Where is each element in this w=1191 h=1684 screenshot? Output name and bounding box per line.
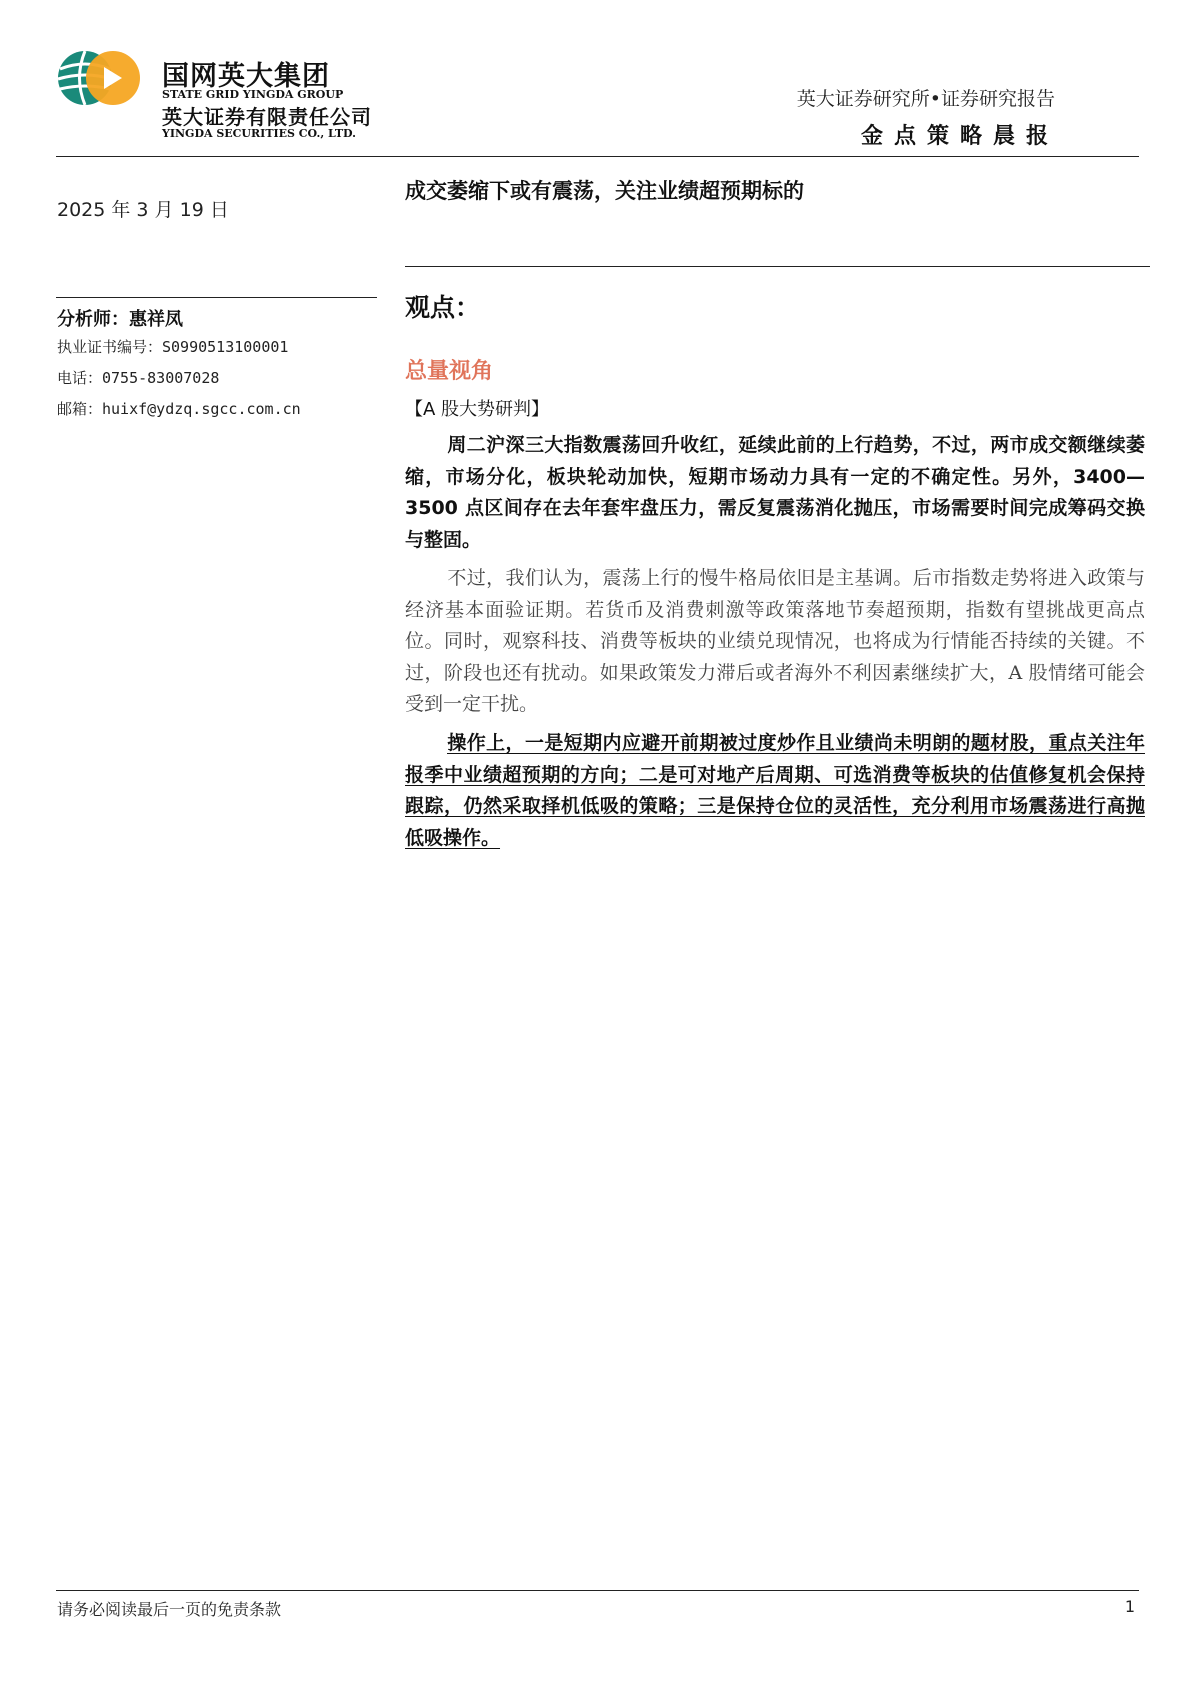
logo-group-name-en: STATE GRID YINGDA GROUP	[162, 88, 344, 101]
subsection-tag: 【A 股大势研判】	[405, 399, 550, 420]
disclaimer-note: 请务必阅读最后一页的免责条款	[57, 1600, 282, 1619]
report-date: 2025 年 3 月 19 日	[57, 199, 229, 221]
paragraph-1-text: 周二沪深三大指数震荡回升收红，延续此前的上行趋势，不过，两市成交额继续萎缩，市场分化，板块轮动加快，短期市场动力具有一定的不确定性。另外，3400—3500 点区间存在去年套牢盘压力，需反复震荡消化抛压，市场需要时间完成筹码交换与整固。	[405, 434, 1145, 551]
page-number: 1	[1124, 1597, 1135, 1616]
analyst-phone: 电话：0755-83007028	[57, 369, 220, 387]
paragraph-3-text: 操作上，一是短期内应避开前期被过度炒作且业绩尚未明朗的题材股，重点关注年报季中业绩超预期的方向；二是可对地产后周期、可选消费等板块的估值修复机会保持跟踪，仍然采取择机低吸的策略；三是保持仓位的灵活性，充分利用市场震荡进行高抛低吸操作。	[405, 732, 1145, 849]
paragraph-outlook	[405, 563, 1145, 721]
analyst-email: 邮箱：huixf@ydzq.sgcc.com.cn	[57, 400, 301, 418]
analyst-name: 分析师：惠祥凤	[57, 309, 183, 330]
logo-company-name-en: YINGDA SECURITIES CO., LTD.	[162, 127, 356, 140]
section-heading: 总量视角	[405, 359, 494, 384]
header-divider	[56, 156, 1139, 157]
footer-divider	[56, 1590, 1139, 1591]
viewpoint-heading: 观点：	[405, 293, 481, 322]
paragraph-2-text: 不过，我们认为，震荡上行的慢牛格局依旧是主基调。后市指数走势将进入政策与经济基本面验证期。若货币及消费刺激等政策落地节奏超预期，指数有望挑战更高点位。同时，观察科技、消费等板块的业绩兑现情况，也将成为行情能否持续的关键。不过，阶段也还有扰动。如果政策发力滞后或者海外不利因素继续扩大，A 股情绪可能会受到一定干扰。	[405, 567, 1145, 715]
company-logo-icon	[56, 49, 142, 107]
logo-group-name: 国网英大集团	[162, 61, 330, 92]
report-title: 成交萎缩下或有震荡，关注业绩超预期标的	[405, 179, 804, 203]
sidebar-divider	[56, 297, 377, 298]
title-divider	[405, 266, 1150, 267]
report-series-name: 金点策略晨报	[860, 124, 1059, 149]
paragraph-strategy	[405, 728, 1145, 854]
paragraph-market-summary	[405, 430, 1145, 556]
institute-name: 英大证券研究所•证券研究报告	[796, 88, 1055, 110]
logo-company-name: 英大证券有限责任公司	[162, 105, 372, 129]
analyst-cert: 执业证书编号：S0990513100001	[57, 338, 289, 356]
